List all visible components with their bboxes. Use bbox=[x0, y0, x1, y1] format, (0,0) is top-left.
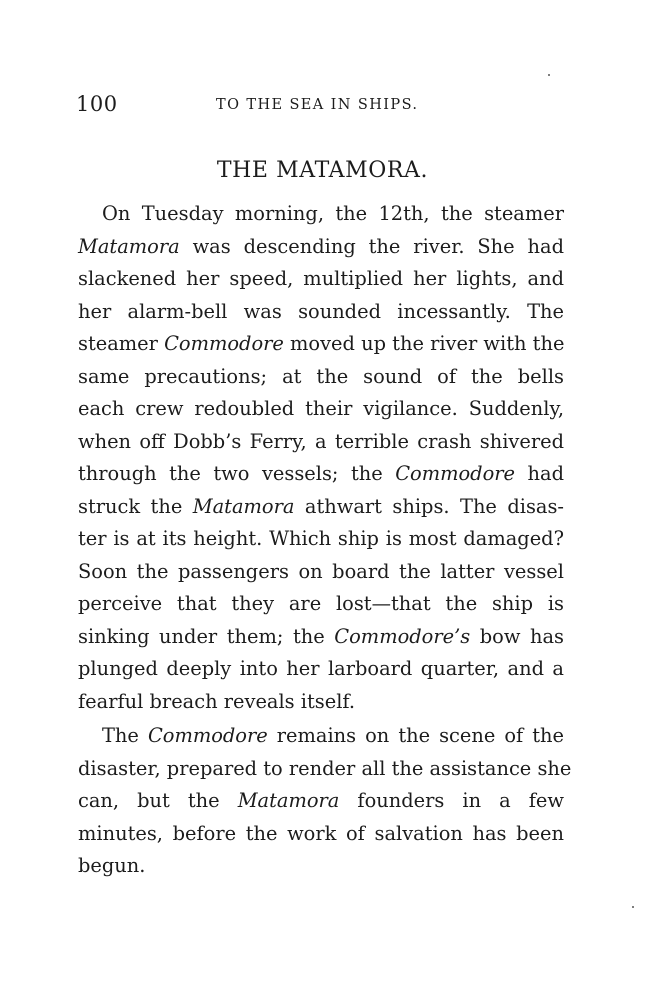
text-run: minutes, before the work of salvation has been bbox=[78, 821, 564, 845]
text-line bbox=[78, 556, 564, 589]
text-run: The bbox=[102, 724, 148, 747]
text-run: ter is at its height. Which ship is most damaged? bbox=[78, 527, 564, 550]
text-line bbox=[78, 263, 564, 296]
text-line bbox=[78, 426, 564, 459]
ship-name-italic: Matamora bbox=[237, 789, 340, 812]
text-line bbox=[78, 328, 564, 361]
text-run: fearful breach reveals itself. bbox=[78, 689, 356, 713]
text-line bbox=[78, 753, 572, 786]
text-line bbox=[78, 361, 564, 394]
text-line bbox=[78, 818, 564, 851]
text-run: struck the bbox=[78, 494, 193, 518]
ship-name-italic: Matamora bbox=[192, 494, 295, 518]
text-line bbox=[78, 458, 564, 491]
text-line bbox=[78, 491, 564, 524]
text-run: was descending the river. She had bbox=[179, 234, 564, 258]
text-run: On Tuesday morning, the 12th, the steamer bbox=[102, 202, 564, 225]
text-line bbox=[78, 686, 564, 719]
chapter-title: THE MATAMORA. bbox=[216, 158, 429, 183]
ship-name-italic: Matamora bbox=[78, 234, 180, 258]
paper-speck bbox=[548, 74, 550, 76]
text-run: moved up the river with the bbox=[283, 332, 565, 355]
text-line bbox=[78, 198, 564, 231]
text-line bbox=[78, 785, 564, 818]
text-run: same precautions; at the sound of the bells bbox=[78, 364, 564, 388]
text-line bbox=[78, 653, 564, 686]
page-number: 100 bbox=[76, 92, 118, 116]
text-run: bow has bbox=[470, 624, 565, 648]
text-line bbox=[78, 296, 564, 329]
text-run: each crew redoubled their vigilance. Suddenly, bbox=[78, 397, 564, 420]
ship-name-italic: Commodore’s bbox=[334, 624, 471, 648]
text-run: had bbox=[515, 462, 564, 485]
text-run: athwart ships. The disas- bbox=[294, 494, 564, 518]
text-line bbox=[78, 850, 564, 883]
text-run: perceive that they are lost—that the ship is bbox=[78, 592, 564, 615]
text-run: sinking under them; the bbox=[78, 624, 335, 648]
text-line bbox=[78, 523, 564, 556]
text-line bbox=[78, 231, 564, 264]
ship-name-italic: Commodore bbox=[164, 332, 284, 355]
text-run: her alarm-bell was sounded incessantly. The bbox=[78, 299, 564, 323]
text-run: when off Dobb’s Ferry, a terrible crash shivered bbox=[78, 429, 564, 453]
text-run: plunged deeply into her larboard quarter, and a bbox=[78, 657, 564, 680]
body-text bbox=[78, 198, 572, 883]
text-line bbox=[78, 588, 564, 621]
ship-name-italic: Commodore bbox=[395, 462, 516, 485]
paper-speck bbox=[632, 906, 634, 908]
text-line bbox=[78, 720, 564, 753]
text-line bbox=[78, 393, 564, 426]
text-line bbox=[78, 621, 564, 654]
text-run: can, but the bbox=[78, 789, 238, 812]
text-run: begun. bbox=[78, 854, 146, 877]
ship-name-italic: Commodore bbox=[147, 724, 268, 747]
text-run: through the two vessels; the bbox=[78, 462, 396, 485]
running-title: TO THE SEA IN SHIPS. bbox=[216, 97, 419, 113]
text-run: Soon the passengers on board the latter vessel bbox=[78, 559, 564, 583]
text-run: remains on the scene of the bbox=[267, 724, 565, 747]
running-header bbox=[76, 92, 566, 122]
text-run: steamer bbox=[78, 332, 165, 355]
text-run: disaster, prepared to render all the assistance she bbox=[78, 756, 572, 780]
text-run: founders in a few bbox=[339, 789, 565, 812]
text-run: slackened her speed, multiplied her lights, and bbox=[78, 267, 564, 290]
